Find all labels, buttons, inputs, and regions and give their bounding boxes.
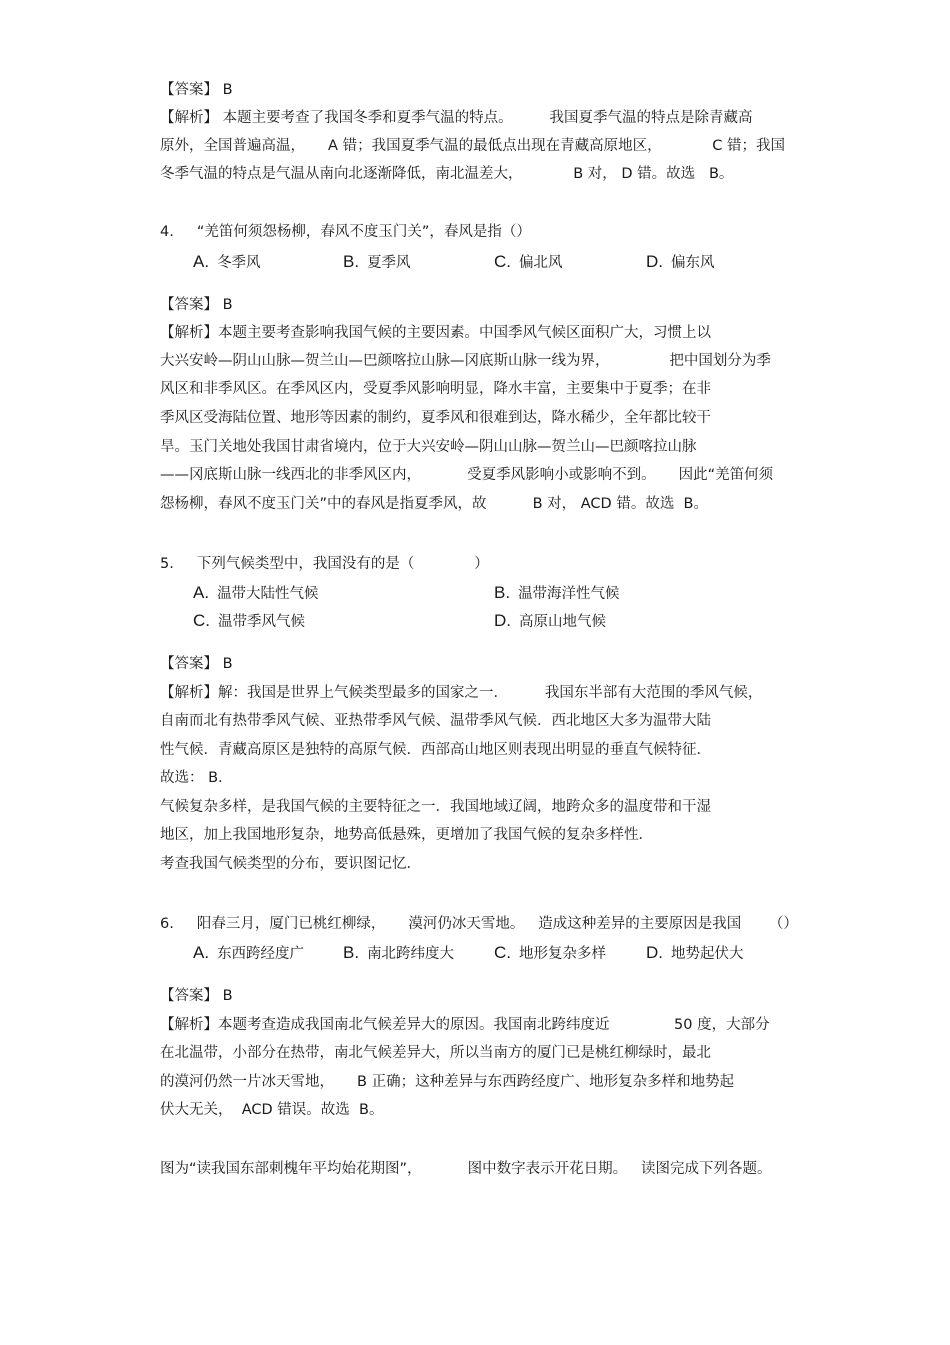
option-letter: C. bbox=[494, 943, 511, 962]
option-letter: B. bbox=[494, 583, 511, 602]
option-text: 偏东风 bbox=[671, 255, 715, 271]
q4-analysis-line: 【解析】本题主要考查影响我国气候的主要因素。中国季风气候区面积广大，习惯上以 bbox=[160, 325, 711, 341]
q5-analysis-line: 性气候．青藏高原区是独特的高原气候．西部高山地区则表现出明显的垂直气候特征． bbox=[160, 742, 711, 758]
option-letter: A. bbox=[193, 583, 210, 602]
q4-analysis-line: 旱。玉门关地处我国甘肃省境内，位于大兴安岭—阴山山脉—贺兰山—巴颜喀拉山脉 bbox=[160, 439, 697, 455]
option-letter: A. bbox=[193, 943, 210, 962]
q3-analysis-line: 冬季气温的特点是气温从南向北逐渐降低，南北温差大， B 对， D 错。故选 B。 bbox=[160, 166, 734, 182]
q4-option-b bbox=[343, 251, 411, 274]
q4-analysis-line: ——冈底斯山脉一线西北的非季风区内， 受夏季风影响小或影响不到。 因此“羌笛何须 bbox=[160, 467, 774, 483]
option-letter: B. bbox=[343, 252, 360, 271]
q5-analysis-line: 【解析】解：我国是世界上气候类型最多的国家之一． 我国东半部有大范围的季风气候， bbox=[160, 685, 763, 701]
option-letter: D. bbox=[494, 611, 511, 630]
figure-intro-text: 图为“读我国东部刺槐年平均始花期图”， 图中数字表示开花日期。 读图完成下列各题。 bbox=[160, 1161, 772, 1177]
q4-option-c bbox=[494, 251, 563, 274]
q3-answer: 【答案】 B bbox=[160, 82, 233, 98]
q5-option-a bbox=[193, 582, 319, 605]
option-text: 东西跨经度广 bbox=[217, 946, 305, 962]
option-text: 地形复杂多样 bbox=[519, 946, 606, 962]
option-text: 南北跨纬度大 bbox=[367, 946, 455, 962]
q6-stem: 6. 阳春三月，厦门已桃红柳绿， 漠河仍冰天雪地。 造成这种差异的主要原因是我国 （） bbox=[160, 916, 798, 932]
option-letter: C. bbox=[494, 252, 511, 271]
option-letter: B. bbox=[343, 943, 360, 962]
option-text: 偏北风 bbox=[519, 255, 563, 271]
q3-analysis-line: 【解析】 本题主要考查了我国冬季和夏季气温的特点。 我国夏季气温的特点是除青藏高 bbox=[160, 110, 753, 126]
q6-analysis-line: 伏大无关， ACD 错误。故选 B。 bbox=[160, 1102, 384, 1118]
q5-analysis-line: 气候复杂多样，是我国气候的主要特征之一．我国地域辽阔，地跨众多的温度带和干湿 bbox=[160, 799, 711, 815]
q4-analysis-line: 怨杨柳，春风不度玉门关”中的春风是指夏季风，故 B 对， ACD 错。故选 B。 bbox=[160, 496, 708, 512]
option-text: 高原山地气候 bbox=[519, 614, 606, 630]
q5-analysis-line: 自南而北有热带季风气候、亚热带季风气候、温带季风气候．西北地区大多为温带大陆 bbox=[160, 713, 711, 729]
q6-analysis-line: 【解析】本题考查造成我国南北气候差异大的原因。我国南北跨纬度近 50 度，大部分 bbox=[160, 1017, 770, 1033]
q4-stem: 4. “羌笛何须怨杨柳，春风不度玉门关”，春风是指（） bbox=[160, 224, 531, 240]
q6-analysis-line: 在北温带，小部分在热带，南北气候差异大，所以当南方的厦门已是桃红柳绿时，最北 bbox=[160, 1045, 711, 1061]
option-text: 温带海洋性气候 bbox=[518, 586, 620, 602]
q3-analysis-line: 原外，全国普遍高温， A 错；我国夏季气温的最低点出现在青藏高原地区， C 错；我国 bbox=[160, 138, 786, 154]
option-text: 温带季风气候 bbox=[218, 614, 305, 630]
q6-option-d bbox=[646, 942, 744, 965]
option-text: 冬季风 bbox=[217, 255, 261, 271]
q6-option-c bbox=[494, 942, 606, 965]
q6-option-a bbox=[193, 942, 304, 965]
q5-option-b bbox=[494, 582, 620, 605]
option-text: 夏季风 bbox=[367, 255, 411, 271]
q5-stem: 5. 下列气候类型中，我国没有的是（ ） bbox=[160, 556, 489, 572]
q5-option-c bbox=[193, 610, 305, 633]
q4-analysis-line: 风区和非季风区。在季风区内，受夏季风影响明显，降水丰富，主要集中于夏季；在非 bbox=[160, 381, 711, 397]
q4-option-d bbox=[646, 251, 715, 274]
q6-option-b bbox=[343, 942, 454, 965]
option-letter: D. bbox=[646, 252, 663, 271]
q6-analysis-line: 的漠河仍然一片冰天雪地， B 正确；这种差异与东西跨经度广、地形复杂多样和地势起 bbox=[160, 1074, 735, 1090]
option-text: 地势起伏大 bbox=[671, 946, 744, 962]
option-letter: A. bbox=[193, 252, 210, 271]
option-text: 温带大陆性气候 bbox=[217, 586, 319, 602]
q5-analysis-line: 地区，加上我国地形复杂，地势高低悬殊，更增加了我国气候的复杂多样性． bbox=[160, 827, 653, 843]
q5-option-d bbox=[494, 610, 606, 633]
q4-analysis-line: 大兴安岭—阴山山脉—贺兰山—巴颜喀拉山脉—冈底斯山脉一线为界， 把中国划分为季 bbox=[160, 353, 771, 369]
q5-answer: 【答案】 B bbox=[160, 656, 233, 672]
q4-option-a bbox=[193, 251, 261, 274]
option-letter: D. bbox=[646, 943, 663, 962]
q5-analysis-line: 故选： B． bbox=[160, 770, 233, 786]
q4-analysis-line: 季风区受海陆位置、地形等因素的制约，夏季风和很难到达，降水稀少，全年都比较干 bbox=[160, 410, 711, 426]
q6-answer: 【答案】 B bbox=[160, 988, 233, 1004]
q4-answer: 【答案】 B bbox=[160, 297, 233, 313]
q5-analysis-line: 考查我国气候类型的分布，要识图记忆． bbox=[160, 856, 421, 872]
option-letter: C. bbox=[193, 611, 210, 630]
